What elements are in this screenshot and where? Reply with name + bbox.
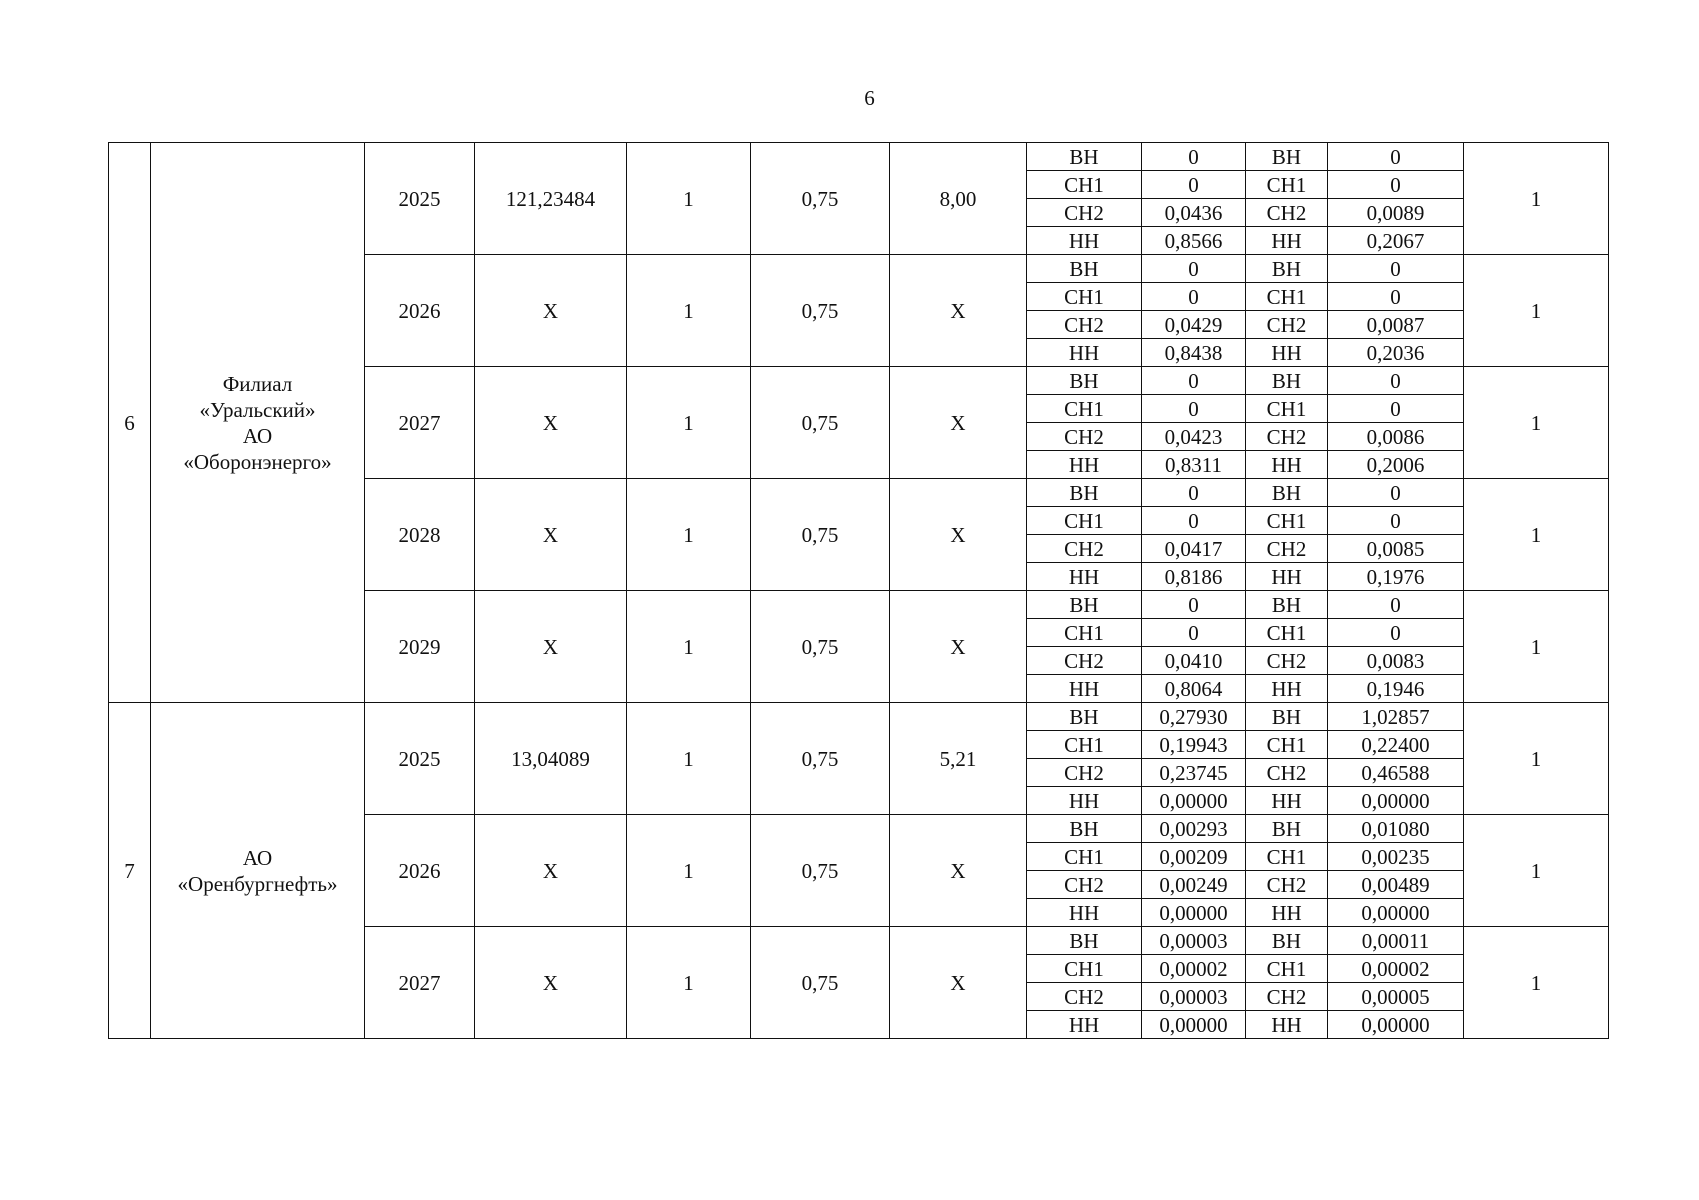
coefficient-cell: X	[890, 927, 1027, 1039]
year-cell: 2028	[365, 479, 475, 591]
voltage-level-label: СН1	[1027, 955, 1142, 983]
voltage-level-value: 0,0423	[1142, 423, 1246, 451]
voltage-level-value: 0,8566	[1142, 227, 1246, 255]
coefficient-cell: 0,75	[751, 367, 890, 479]
voltage-level-value: 0	[1142, 507, 1246, 535]
voltage-level-value: 0,1946	[1328, 675, 1464, 703]
voltage-level-label: ВН	[1027, 927, 1142, 955]
voltage-level-value: 0	[1142, 395, 1246, 423]
year-cell: 2026	[365, 815, 475, 927]
voltage-level-label: СН2	[1027, 423, 1142, 451]
voltage-level-value: 0,01080	[1328, 815, 1464, 843]
year-cell: 2027	[365, 927, 475, 1039]
org-name-line: «Оренбургнефть»	[177, 871, 338, 896]
voltage-level-value: 0,00249	[1142, 871, 1246, 899]
voltage-level-label: СН2	[1027, 311, 1142, 339]
voltage-level-label: СН2	[1246, 983, 1328, 1011]
voltage-level-value: 0,23745	[1142, 759, 1246, 787]
coefficient-cell: 1	[627, 703, 751, 815]
value-cell: X	[475, 367, 627, 479]
table-body	[109, 143, 1609, 1039]
value-cell: X	[475, 479, 627, 591]
voltage-level-label: СН1	[1027, 171, 1142, 199]
voltage-level-label: НН	[1027, 675, 1142, 703]
voltage-level-value: 0,8186	[1142, 563, 1246, 591]
org-number: 7	[109, 703, 151, 1039]
coefficient-cell: 0,75	[751, 703, 890, 815]
voltage-level-value: 0	[1328, 255, 1464, 283]
voltage-level-label: НН	[1027, 563, 1142, 591]
voltage-level-label: СН2	[1246, 535, 1328, 563]
voltage-level-label: НН	[1246, 563, 1328, 591]
voltage-level-label: НН	[1246, 1011, 1328, 1039]
coefficient-cell: 1	[627, 143, 751, 255]
value-cell: X	[475, 927, 627, 1039]
table-row	[109, 143, 1609, 171]
voltage-level-value: 0	[1142, 255, 1246, 283]
voltage-level-value: 0,00003	[1142, 983, 1246, 1011]
voltage-level-value: 0	[1328, 591, 1464, 619]
voltage-level-value: 0,0083	[1328, 647, 1464, 675]
voltage-level-value: 0,27930	[1142, 703, 1246, 731]
org-name-line: «Оборонэнерго»	[183, 449, 332, 474]
voltage-level-value: 0,00002	[1142, 955, 1246, 983]
voltage-level-value: 0,0086	[1328, 423, 1464, 451]
voltage-level-label: СН1	[1027, 283, 1142, 311]
voltage-level-label: ВН	[1246, 591, 1328, 619]
value-cell: 13,04089	[475, 703, 627, 815]
voltage-level-label: СН2	[1246, 871, 1328, 899]
voltage-level-value: 0,22400	[1328, 731, 1464, 759]
voltage-level-label: ВН	[1027, 143, 1142, 171]
voltage-level-label: СН1	[1027, 507, 1142, 535]
voltage-level-value: 0,0087	[1328, 311, 1464, 339]
voltage-level-value: 0,00235	[1328, 843, 1464, 871]
voltage-level-label: ВН	[1246, 479, 1328, 507]
voltage-level-value: 0,0085	[1328, 535, 1464, 563]
voltage-level-value: 0,8311	[1142, 451, 1246, 479]
voltage-level-value: 0,0429	[1142, 311, 1246, 339]
voltage-level-value: 0,19943	[1142, 731, 1246, 759]
voltage-level-label: СН1	[1027, 843, 1142, 871]
voltage-level-value: 0,00003	[1142, 927, 1246, 955]
voltage-level-value: 0,00000	[1328, 787, 1464, 815]
coefficient-cell: 1	[627, 255, 751, 367]
coefficient-cell: X	[890, 255, 1027, 367]
voltage-level-value: 0	[1142, 591, 1246, 619]
voltage-level-value: 0,00000	[1142, 1011, 1246, 1039]
voltage-level-label: НН	[1027, 1011, 1142, 1039]
voltage-level-label: СН1	[1246, 955, 1328, 983]
voltage-level-value: 0,2006	[1328, 451, 1464, 479]
voltage-level-value: 0	[1328, 479, 1464, 507]
final-coefficient-cell: 1	[1464, 927, 1609, 1039]
voltage-level-label: СН2	[1027, 647, 1142, 675]
coefficient-cell: 0,75	[751, 479, 890, 591]
coefficient-cell: 1	[627, 815, 751, 927]
coefficient-cell: 1	[627, 927, 751, 1039]
voltage-level-value: 0,00000	[1328, 899, 1464, 927]
voltage-level-label: ВН	[1246, 703, 1328, 731]
voltage-level-label: СН2	[1027, 983, 1142, 1011]
voltage-level-label: СН2	[1246, 647, 1328, 675]
voltage-level-label: СН1	[1246, 731, 1328, 759]
voltage-level-label: НН	[1027, 451, 1142, 479]
org-number: 6	[109, 143, 151, 703]
voltage-level-value: 0	[1142, 367, 1246, 395]
voltage-level-value: 0,0436	[1142, 199, 1246, 227]
voltage-level-label: ВН	[1246, 815, 1328, 843]
voltage-level-value: 1,02857	[1328, 703, 1464, 731]
value-cell: X	[475, 815, 627, 927]
voltage-level-value: 0,2067	[1328, 227, 1464, 255]
year-cell: 2025	[365, 703, 475, 815]
voltage-level-label: ВН	[1246, 927, 1328, 955]
voltage-level-label: СН2	[1027, 199, 1142, 227]
final-coefficient-cell: 1	[1464, 479, 1609, 591]
voltage-level-value: 0	[1142, 283, 1246, 311]
voltage-level-label: ВН	[1027, 591, 1142, 619]
coefficient-cell: 0,75	[751, 927, 890, 1039]
voltage-level-value: 0	[1142, 479, 1246, 507]
voltage-level-label: СН1	[1246, 283, 1328, 311]
voltage-level-value: 0,00000	[1142, 899, 1246, 927]
voltage-level-label: СН1	[1027, 619, 1142, 647]
voltage-level-label: СН2	[1246, 759, 1328, 787]
voltage-level-label: ВН	[1027, 815, 1142, 843]
org-name-line: АО	[242, 423, 273, 448]
voltage-level-value: 0,0417	[1142, 535, 1246, 563]
org-name	[151, 143, 365, 703]
voltage-level-value: 0	[1142, 619, 1246, 647]
org-name-line: «Уральский»	[199, 397, 316, 422]
voltage-level-label: ВН	[1027, 479, 1142, 507]
final-coefficient-cell: 1	[1464, 255, 1609, 367]
voltage-level-label: НН	[1027, 339, 1142, 367]
voltage-level-label: ВН	[1027, 703, 1142, 731]
voltage-level-label: НН	[1027, 899, 1142, 927]
year-cell: 2029	[365, 591, 475, 703]
voltage-level-value: 0,00002	[1328, 955, 1464, 983]
voltage-level-label: СН2	[1027, 535, 1142, 563]
voltage-level-value: 0	[1328, 507, 1464, 535]
year-cell: 2026	[365, 255, 475, 367]
final-coefficient-cell: 1	[1464, 815, 1609, 927]
final-coefficient-cell: 1	[1464, 591, 1609, 703]
voltage-level-value: 0,00293	[1142, 815, 1246, 843]
final-coefficient-cell: 1	[1464, 703, 1609, 815]
coefficient-cell: 0,75	[751, 255, 890, 367]
coefficient-cell: 8,00	[890, 143, 1027, 255]
org-name-line: Филиал	[222, 371, 293, 396]
coefficient-cell: 1	[627, 367, 751, 479]
year-cell: 2027	[365, 367, 475, 479]
voltage-level-value: 0	[1328, 143, 1464, 171]
voltage-level-label: НН	[1246, 675, 1328, 703]
voltage-level-label: СН2	[1027, 871, 1142, 899]
voltage-level-label: ВН	[1246, 367, 1328, 395]
coefficient-cell: 1	[627, 479, 751, 591]
voltage-level-value: 0	[1328, 367, 1464, 395]
voltage-level-label: СН1	[1246, 395, 1328, 423]
voltage-level-value: 0,1976	[1328, 563, 1464, 591]
voltage-level-value: 0,00000	[1328, 1011, 1464, 1039]
coefficient-cell: 0,75	[751, 591, 890, 703]
coefficient-cell: 0,75	[751, 815, 890, 927]
coefficient-cell: 0,75	[751, 143, 890, 255]
voltage-level-value: 0	[1328, 619, 1464, 647]
final-coefficient-cell: 1	[1464, 143, 1609, 255]
year-cell: 2025	[365, 143, 475, 255]
org-name	[151, 703, 365, 1039]
voltage-level-label: НН	[1027, 227, 1142, 255]
voltage-level-value: 0,00489	[1328, 871, 1464, 899]
voltage-level-value: 0,8064	[1142, 675, 1246, 703]
voltage-level-label: СН1	[1246, 843, 1328, 871]
voltage-level-value: 0	[1142, 143, 1246, 171]
coefficient-cell: X	[890, 591, 1027, 703]
value-cell: X	[475, 255, 627, 367]
voltage-level-label: СН1	[1246, 619, 1328, 647]
final-coefficient-cell: 1	[1464, 367, 1609, 479]
tariff-table	[108, 142, 1609, 1039]
voltage-level-label: СН2	[1246, 423, 1328, 451]
voltage-level-value: 0,00011	[1328, 927, 1464, 955]
voltage-level-value: 0,46588	[1328, 759, 1464, 787]
value-cell: 121,23484	[475, 143, 627, 255]
voltage-level-value: 0,00005	[1328, 983, 1464, 1011]
voltage-level-value: 0,2036	[1328, 339, 1464, 367]
voltage-level-label: СН1	[1246, 507, 1328, 535]
voltage-level-label: НН	[1246, 227, 1328, 255]
coefficient-cell: X	[890, 815, 1027, 927]
voltage-level-label: НН	[1246, 451, 1328, 479]
voltage-level-label: ВН	[1246, 255, 1328, 283]
voltage-level-value: 0,0089	[1328, 199, 1464, 227]
voltage-level-value: 0	[1328, 171, 1464, 199]
voltage-level-value: 0	[1328, 395, 1464, 423]
org-name-line: АО	[242, 845, 273, 870]
voltage-level-label: НН	[1027, 787, 1142, 815]
voltage-level-value: 0	[1328, 283, 1464, 311]
voltage-level-value: 0,00000	[1142, 787, 1246, 815]
voltage-level-label: ВН	[1027, 255, 1142, 283]
page-number: 6	[864, 86, 875, 110]
voltage-level-value: 0,0410	[1142, 647, 1246, 675]
coefficient-cell: X	[890, 479, 1027, 591]
voltage-level-label: СН1	[1027, 731, 1142, 759]
voltage-level-label: СН1	[1246, 171, 1328, 199]
voltage-level-label: ВН	[1027, 367, 1142, 395]
voltage-level-label: СН2	[1246, 199, 1328, 227]
voltage-level-label: НН	[1246, 899, 1328, 927]
voltage-level-value: 0,00209	[1142, 843, 1246, 871]
voltage-level-label: СН2	[1027, 759, 1142, 787]
coefficient-cell: X	[890, 367, 1027, 479]
voltage-level-value: 0	[1142, 171, 1246, 199]
value-cell: X	[475, 591, 627, 703]
voltage-level-label: НН	[1246, 339, 1328, 367]
voltage-level-label: ВН	[1246, 143, 1328, 171]
voltage-level-label: НН	[1246, 787, 1328, 815]
voltage-level-label: СН1	[1027, 395, 1142, 423]
voltage-level-value: 0,8438	[1142, 339, 1246, 367]
coefficient-cell: 5,21	[890, 703, 1027, 815]
voltage-level-label: СН2	[1246, 311, 1328, 339]
table-row	[109, 703, 1609, 731]
coefficient-cell: 1	[627, 591, 751, 703]
